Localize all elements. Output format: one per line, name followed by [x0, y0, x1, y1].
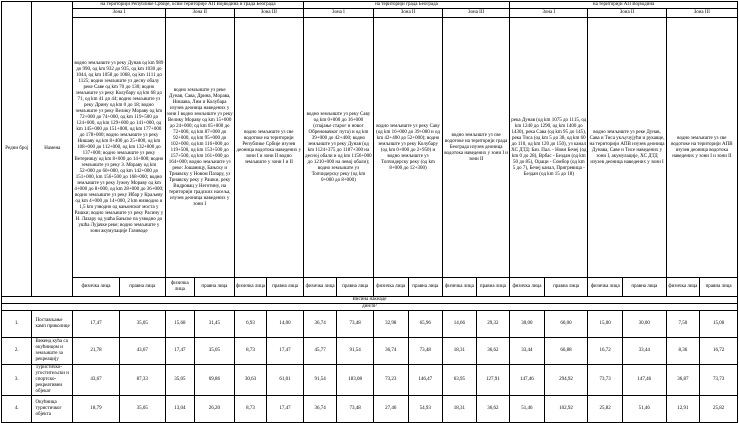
- unit-measure: дин/m²: [2, 304, 738, 311]
- region-srbija: на територији Републике Србије, осим територије АП Војводина и града Београда: [73, 2, 304, 9]
- fee-value: 35,05: [195, 338, 235, 365]
- zone-label: Зона I: [510, 9, 588, 18]
- sub-header-pravna: правна лица: [700, 278, 738, 297]
- sub-header-fizicka: физичка лица: [165, 278, 194, 297]
- fee-value: 87,33: [119, 365, 165, 396]
- sub-header-fizicka: физичка лица: [234, 278, 267, 297]
- fee-value: 17,47: [73, 311, 120, 338]
- fee-value: 25,82: [700, 396, 738, 423]
- sub-header-fizicka: физичка лица: [373, 278, 408, 297]
- fee-value: 14,66: [443, 311, 477, 338]
- table-row: [2, 396, 738, 423]
- zone-label: Зона III: [234, 9, 303, 18]
- zone-description: водно земљиште уз реку Дунав од km 989 до 990, од km 932 до 935, од km 1030 до 1044, од km 1058 до 1068, од km 1111 до 1125; водно земљиште уз десну обалу реке Саве од km 70 до 130; водно земљиште уз реку Колубару од km 68 до 71, од km 41 до 44; водно земљиште уз реку Дрину од km 0 до 18; водно земљиште уз реку Велику Мораву од km 72+000 до 74+000, од km 119+500 до 124+000, од km 129+000 до 141+000, од km 145+000 до 151+000, од km 177+000 до 178+000; водно земљиште уз реку Нишаву од km 8+400 до 25+800, од km 108+000 до 112+000, од km 132+000 до 137+000; водно земљиште уз реку Ветерницу од km 8+000 до 14+000; водно земљиште уз реку З. Мораву од km 52+000 до 60+000, од km 142+000 до 151+000, km 156+500 до 168+000; водно земљиште уз реку Јужну Мораву од km 4+000 до 8+000, од km 28+000 до 36+000; водно земљиште уз реку Ибар у Краљеву од km 4+000 до 14+000, 2 km низводно и 1,5 km узводно од кањонског моста у Рашки; водно земљиште уз реку Расину у Н. Лазару од ушћа Бањске па узводно до ушћа Лујачке реке; водно земљиште у зони акумулације Газиводе: [73, 18, 165, 278]
- fee-value: 18,79: [73, 396, 120, 423]
- fee-value: 27,46: [373, 396, 408, 423]
- fee-value: 91,54: [303, 365, 337, 396]
- fee-value: 16,72: [588, 338, 623, 365]
- fee-value: 32,98: [373, 311, 408, 338]
- fee-value: 15,00: [588, 311, 623, 338]
- fee-value: 43,67: [73, 365, 120, 396]
- fee-value: 183,08: [337, 365, 374, 396]
- zone-label: Зона III: [666, 9, 737, 18]
- fee-value: 73,48: [408, 338, 443, 365]
- sub-header-pravna: правна лица: [622, 278, 666, 297]
- sub-header-pravna: правна лица: [408, 278, 443, 297]
- row-purpose: Викенд кућа са окућницом и земљиште за рекреацију: [32, 338, 73, 365]
- fee-value: 16,72: [700, 338, 738, 365]
- zone-label: Зона I: [303, 9, 373, 18]
- fee-value: 43,67: [119, 338, 165, 365]
- fee-value: 30,00: [510, 311, 545, 338]
- fee-value: 294,92: [544, 365, 588, 396]
- fee-value: 36,62: [476, 338, 510, 365]
- sub-header-fizicka: физичка лица: [510, 278, 545, 297]
- fee-value: 26,20: [195, 396, 235, 423]
- fee-value: 35,05: [119, 396, 165, 423]
- zone-label: Зона III: [443, 9, 510, 18]
- zone-label: Зона II: [373, 9, 442, 18]
- fee-value: 17,47: [165, 338, 194, 365]
- table-row: [2, 338, 738, 365]
- region-vojvodina: на територији АП Војводина: [510, 2, 738, 9]
- fee-value: 15,00: [700, 311, 738, 338]
- fee-value: 17,47: [267, 338, 304, 365]
- fee-value: 30,63: [234, 365, 267, 396]
- fee-value: 30,00: [622, 311, 666, 338]
- fee-value: 73,23: [373, 365, 408, 396]
- fee-value: 36,62: [476, 396, 510, 423]
- fee-value: 73,48: [337, 311, 374, 338]
- header-rb: Редни број: [2, 2, 32, 297]
- fee-value: 51,46: [510, 396, 545, 423]
- fee-value: 73,73: [588, 365, 623, 396]
- fee-value: 8,36: [666, 338, 700, 365]
- fee-value: 14,00: [267, 311, 304, 338]
- sub-header-fizicka: физичка лица: [73, 278, 120, 297]
- fee-value: 61,01: [267, 365, 304, 396]
- table-row: [2, 365, 738, 396]
- fee-value: 91,54: [337, 338, 374, 365]
- fee-value: 69,86: [195, 365, 235, 396]
- sub-header-pravna: правна лица: [476, 278, 510, 297]
- fee-value: 54,93: [408, 396, 443, 423]
- row-number: 1.: [2, 311, 32, 338]
- zone-description: водно земљиште уз реке Дунав, Сава и Тиса укључујући и рукавце, на територији АПВ изузев деоница Дунава, Саве и Тисе наведених у зони I, акумулације, ХС ДТД изузев деоница наведених у зони I: [588, 18, 666, 278]
- sub-header-pravna: правна лица: [337, 278, 374, 297]
- fee-value: 102,92: [544, 396, 588, 423]
- fee-value: 18,31: [443, 396, 477, 423]
- sub-header-pravna: правна лица: [267, 278, 304, 297]
- fee-value: 8,73: [234, 338, 267, 365]
- fee-value: 45,77: [303, 338, 337, 365]
- zone-description: водно земљиште уз реку Саву (од km 16+000 до 39+000 и од km 42+400 до 52+000); водно земљиште уз реку Колубару (од km 0+000 до 2+950) и водно земљиште уз Топчидерску реку (од km 8+000 до 12+300): [373, 18, 442, 278]
- fee-value: 36,87: [666, 365, 700, 396]
- row-number: 2.: [2, 338, 32, 365]
- sub-header-pravna: правна лица: [119, 278, 165, 297]
- fee-value: 33,44: [510, 338, 545, 365]
- fee-value: 6,93: [234, 311, 267, 338]
- fee-value: 65,96: [408, 311, 443, 338]
- fee-value: 35,05: [165, 365, 194, 396]
- sub-header-pravna: правна лица: [195, 278, 235, 297]
- zone-description: водно земљиште уз реке Дунав, Сава, Дрина, Морава, Нишава, Лим и Колубара изузев деоница наведених у зони I водно земљиште уз реку Велику Мораву од km 15+000 до 24+000; од km 65+000 до 72+000, од km 87+000 до 92+000, од km 95+000 до 102+000, од km 116+000 до 119+500, од km 153+500 до 157+500, од km 161+000 до 164+000; водно земљиште уз реке: Јошаницу, Бањску и Трнавску у Новом Пазару, уз Трнавску реку у Рашки, реку Видровац у Неготину, на територији градских насеља, изузев деоница наведених у зони I: [165, 18, 234, 278]
- fee-value: 31,45: [195, 311, 235, 338]
- zone-description: водно земљиште уз све водотоке на територији Републике Србије изузев деоница водотока наведених у зони I и зони II водно земљиште у зони I и II: [234, 18, 303, 278]
- fee-value: 66,88: [544, 338, 588, 365]
- zone-description: водно земљиште уз све водотоке на територији града Београда изузев деоница водотока наведених у зони I и зони II: [443, 18, 510, 278]
- zone-description: водно земљиште уз реку Саву од km 0+000 до 16+000 (спајање старог и новог Обреновачког пута) и од km 39+000 до 42+400; водно земљиште уз реку Дунав (од km 1124+375 до 1187+300 на десној обали и од km 1156+000 до 1210+000 на левој обали); водно земљиште уз Топчидерску реку (од km 0+000 до 8+000): [303, 18, 373, 278]
- zone-label: Зона II: [165, 9, 234, 18]
- fee-value: 35,05: [119, 311, 165, 338]
- fee-value: 8,73: [234, 396, 267, 423]
- fee-value: 25,82: [588, 396, 623, 423]
- fee-value: 63,95: [443, 365, 477, 396]
- sub-header-fizicka: физичка лица: [666, 278, 700, 297]
- zone-description: река Дунав (од km 1075 до 1115, од km 1240 до 1290, од km 1400 до 1430), река Сава (од km 95 до 145), река Тиса (од km 5 до 38, од km 60 до 110, од km 120 до 150), уз канал ХС ДТД: Бач. Пал. - Нови Бечеј (од km 0 до 28), Врбас - Бездан (од km 50 до 85), Оџаци - Сомбор (од km 5 до 7), Бечеј канал, Пригревица - Бездан (од km 15 до 18): [510, 18, 588, 278]
- fee-value: 36,74: [373, 338, 408, 365]
- row-purpose: Туристичко-угоститељски и спортско-рекреативни објекат: [32, 365, 73, 396]
- sub-header-fizicka: физичка лица: [588, 278, 623, 297]
- fee-value: 12,91: [666, 396, 700, 423]
- fee-value: 7,50: [666, 311, 700, 338]
- sub-header-pravna: правна лица: [544, 278, 588, 297]
- header-name: Намена: [32, 2, 73, 297]
- fee-value: 127,91: [476, 365, 510, 396]
- sub-header-fizicka: физичка лица: [443, 278, 477, 297]
- fee-value: 73,73: [700, 365, 738, 396]
- fee-value: 51,46: [622, 396, 666, 423]
- row-number: 4.: [2, 396, 32, 423]
- fee-value: 146,47: [408, 365, 443, 396]
- table-row: [2, 311, 738, 338]
- fee-value: 36,74: [303, 311, 337, 338]
- fee-value: 73,48: [337, 396, 374, 423]
- fee-value: 60,00: [544, 311, 588, 338]
- fee-value: 13,04: [165, 396, 194, 423]
- fee-value: 33,44: [622, 338, 666, 365]
- fee-table: [1, 1, 738, 423]
- region-beograd: на територији града Београда: [303, 2, 509, 9]
- fee-value: 147,46: [622, 365, 666, 396]
- row-number: 3.: [2, 365, 32, 396]
- zone-label: Зона II: [588, 9, 666, 18]
- fee-value: 147,46: [510, 365, 545, 396]
- row-purpose: Постављање камп приколице: [32, 311, 73, 338]
- fee-value: 29,32: [476, 311, 510, 338]
- sub-header-fizicka: физичка лица: [303, 278, 337, 297]
- fee-value: 36,74: [303, 396, 337, 423]
- unit-title: Висина накнаде: [2, 297, 738, 304]
- row-purpose: Окућница туристичког објекта: [32, 396, 73, 423]
- zone-description: водно земљиште уз све водотоке на територији АПВ изузев деоница водотока наведених у зони I и зони II: [666, 18, 737, 278]
- zone-label: Зона I: [73, 9, 165, 18]
- fee-value: 21,78: [73, 338, 120, 365]
- fee-value: 15,68: [165, 311, 194, 338]
- fee-value: 17,47: [267, 396, 304, 423]
- fee-value: 18,31: [443, 338, 477, 365]
